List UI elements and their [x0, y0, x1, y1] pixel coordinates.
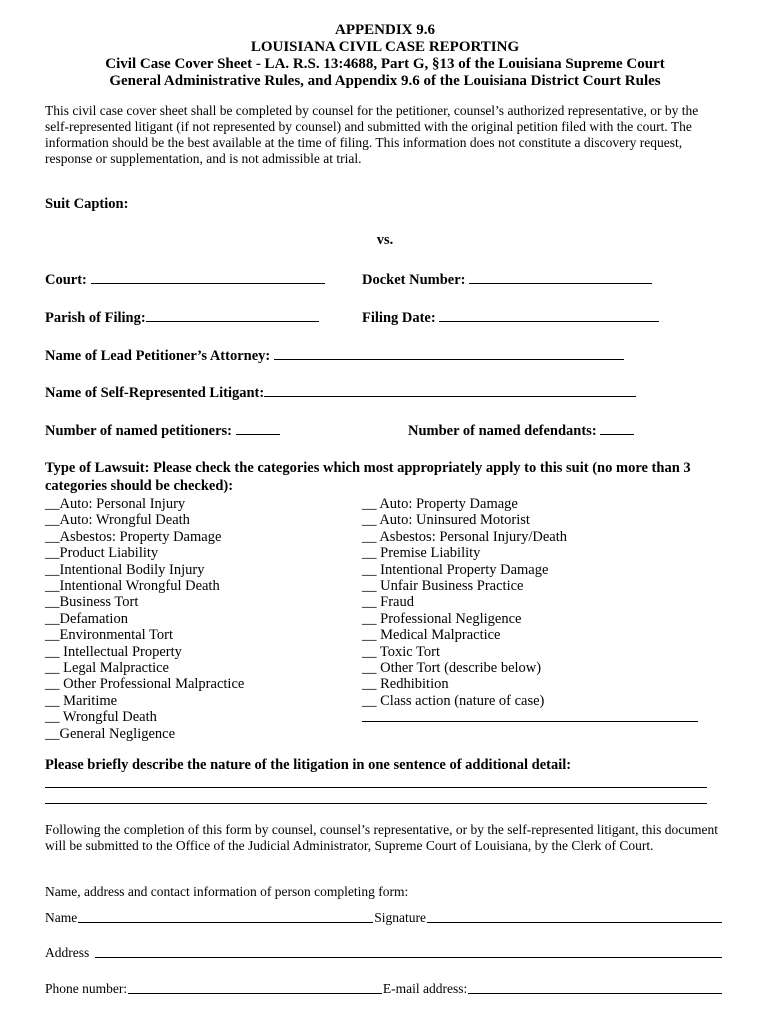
category-item[interactable]: __ Intentional Property Damage: [362, 561, 549, 578]
rules-line: General Administrative Rules, and Appendix 9.6 of the Louisiana District Court Rules: [109, 73, 661, 89]
category-item[interactable]: __ Maritime: [45, 692, 118, 709]
docket-number-label: Docket Number:: [362, 272, 466, 288]
category-item[interactable]: __Intentional Wrongful Death: [45, 578, 220, 595]
statute-line: Civil Case Cover Sheet - LA. R.S. 13:4688, Part G, §13 of the Louisiana Supreme Court: [105, 56, 665, 72]
lawsuit-type-heading: Type of Lawsuit: Please check the categories which most appropriately apply to this suit (no more than 3 categories should be checked):: [45, 460, 691, 494]
address-row: [45, 945, 723, 961]
lawsuit-categories-left: [45, 496, 244, 742]
category-item[interactable]: __ Legal Malpractice: [45, 660, 169, 677]
petitioners-count-label: Number of named petitioners:: [45, 423, 233, 439]
category-item[interactable]: __ Professional Negligence: [362, 610, 522, 627]
category-item[interactable]: __ Toxic Tort: [362, 643, 440, 660]
filing-date-blank[interactable]: [439, 308, 659, 322]
category-item[interactable]: __ Intellectual Property: [45, 643, 182, 660]
reporting-title: LOUISIANA CIVIL CASE REPORTING: [250, 39, 520, 55]
category-item[interactable]: __Defamation: [45, 610, 128, 627]
address-label: Address: [45, 945, 90, 960]
category-item[interactable]: __Environmental Tort: [45, 627, 173, 644]
parish-label: Parish of Filing:: [45, 310, 146, 326]
category-item[interactable]: __ Asbestos: Personal Injury/Death: [362, 528, 567, 545]
category-item[interactable]: __Auto: Personal Injury: [45, 496, 186, 512]
filing-date-label: Filing Date:: [362, 310, 436, 326]
court-blank[interactable]: [91, 270, 325, 284]
lead-attorney-label: Name of Lead Petitioner’s Attorney:: [45, 348, 271, 364]
parish-field[interactable]: [45, 308, 319, 327]
category-item[interactable]: __ Auto: Uninsured Motorist: [362, 512, 530, 529]
submission-paragraph: Following the completion of this form by counsel, counsel’s representative, or by the self-represented litigant, this document will be submitted to the Office of the Judicial Administrator, Supreme Court of Louisiana, by the Clerk of Court.: [45, 822, 718, 853]
lead-attorney-blank[interactable]: [274, 346, 624, 360]
suit-caption-label: Suit Caption:: [45, 196, 129, 212]
signature-blank[interactable]: [427, 922, 722, 923]
category-item[interactable]: __ Unfair Business Practice: [362, 578, 524, 595]
court-field[interactable]: [45, 270, 325, 289]
category-item[interactable]: __ Fraud: [362, 594, 414, 611]
self-rep-blank[interactable]: [264, 383, 636, 397]
phone-label: Phone number:: [45, 981, 128, 996]
category-item[interactable]: __ Other Professional Malpractice: [45, 676, 245, 693]
contact-intro: Name, address and contact information of person completing form:: [45, 884, 409, 899]
appendix-title: APPENDIX 9.6: [335, 22, 435, 38]
category-item[interactable]: __Auto: Wrongful Death: [45, 512, 190, 529]
docket-number-field[interactable]: [362, 270, 652, 289]
court-label: Court:: [45, 272, 87, 288]
phone-email-row: [45, 981, 723, 997]
category-item[interactable]: __Intentional Bodily Injury: [45, 561, 205, 578]
lawsuit-categories-right: [362, 496, 698, 722]
defendants-count-blank[interactable]: [600, 421, 634, 435]
address-blank[interactable]: [95, 957, 722, 958]
name-signature-row: [45, 910, 723, 926]
category-item[interactable]: __ Other Tort (describe below): [362, 660, 542, 677]
signature-label: Signature: [374, 910, 426, 925]
lead-attorney-field[interactable]: [45, 346, 624, 365]
nature-heading: Please briefly describe the nature of the litigation in one sentence of additional detail:: [45, 757, 572, 773]
category-item[interactable]: __ Class action (nature of case): [362, 692, 545, 709]
category-item[interactable]: __General Negligence: [45, 725, 176, 742]
versus-label: vs.: [376, 232, 394, 248]
parish-blank[interactable]: [146, 308, 319, 322]
category-item[interactable]: __ Wrongful Death: [45, 709, 157, 726]
nature-blank-line-1[interactable]: [45, 787, 707, 788]
defendants-count-label: Number of named defendants:: [408, 423, 597, 439]
category-item[interactable]: __ Premise Liability: [362, 545, 481, 562]
category-item[interactable]: __Asbestos: Property Damage: [45, 528, 222, 545]
nature-blank-line-2[interactable]: [45, 803, 707, 804]
email-blank[interactable]: [468, 993, 722, 994]
defendants-count-field[interactable]: [408, 421, 634, 440]
filing-date-field[interactable]: [362, 308, 659, 327]
category-item[interactable]: __ Auto: Property Damage: [362, 496, 518, 512]
category-item[interactable]: __ Medical Malpractice: [362, 627, 501, 644]
self-rep-label: Name of Self-Represented Litigant:: [45, 385, 265, 401]
intro-paragraph: This civil case cover sheet shall be completed by counsel for the petitioner, counsel’s authorized representative, or by the self-represented litigant (if not represented by counsel) and submitted with the original petition filed with the court. The information should be the best available at the time of filing. This information does not constitute a discovery request, response or supplementation, and is not admissible at trial.: [45, 103, 699, 166]
docket-number-blank[interactable]: [469, 270, 652, 284]
category-item[interactable]: __Product Liability: [45, 545, 159, 562]
self-rep-field[interactable]: [45, 383, 636, 402]
document-header: [0, 22, 770, 90]
category-item[interactable]: __Business Tort: [45, 594, 139, 611]
petitioners-count-field[interactable]: [45, 421, 280, 440]
email-label: E-mail address:: [382, 981, 468, 996]
name-blank[interactable]: [78, 922, 373, 923]
petitioners-count-blank[interactable]: [236, 421, 280, 435]
name-label: Name: [45, 910, 78, 925]
class-action-blank[interactable]: [362, 709, 698, 722]
category-item[interactable]: __ Redhibition: [362, 676, 449, 693]
phone-blank[interactable]: [128, 993, 382, 994]
